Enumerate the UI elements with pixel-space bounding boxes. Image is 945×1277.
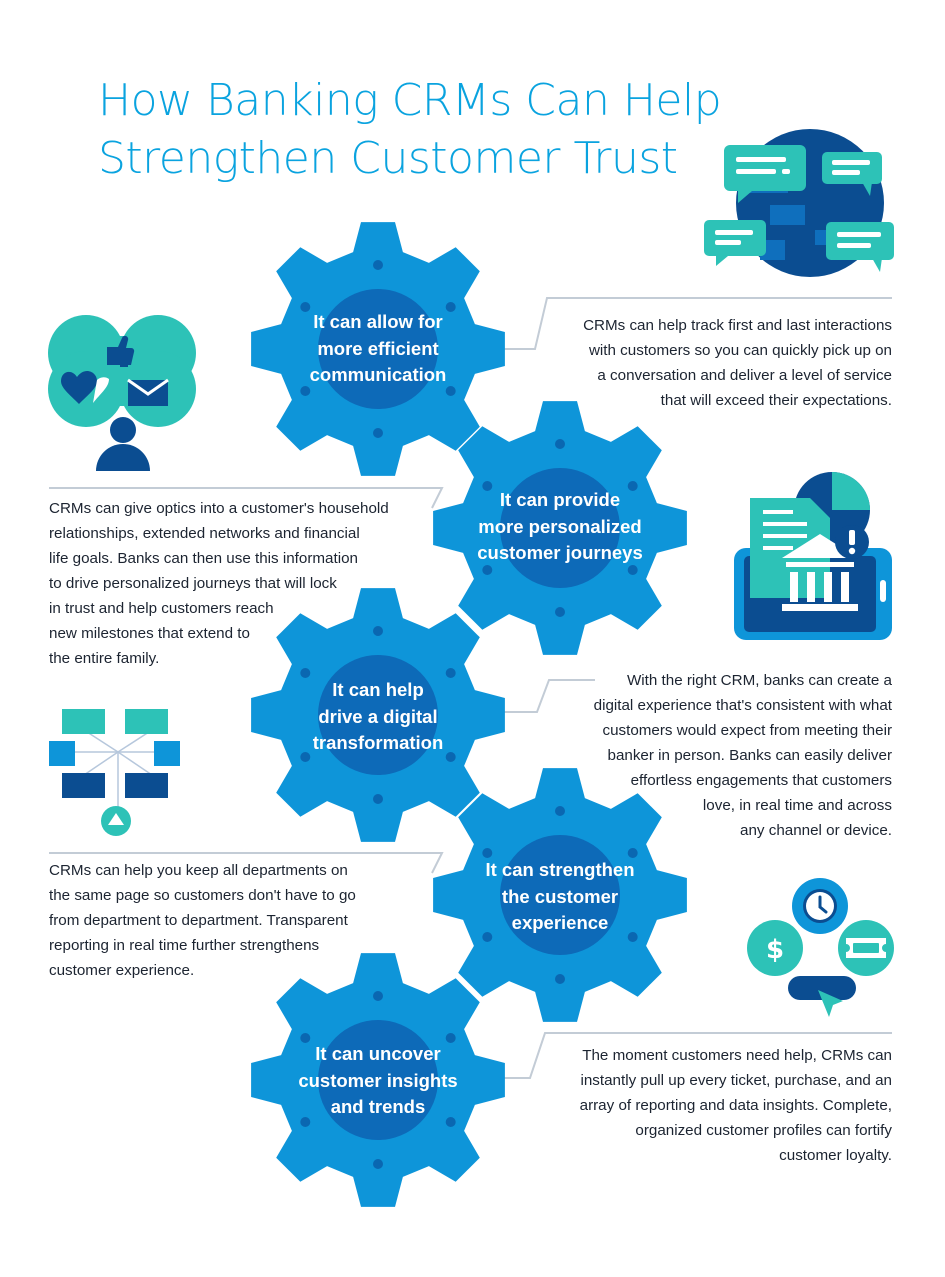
gear-label-digital-transformation: It can help drive a digital transformation — [312, 679, 444, 753]
description-insights-trends: The moment customers need help, CRMs can instantly pull up every ticket, purchase, and an array of reporting and data insights. Complete, organized customer profiles can fortify customer loyalty. — [579, 1047, 892, 1164]
description-customer-experience: CRMs can help you keep all departments on the same page so customers don't have to go from department to department. Transparent reporting in real time further strengthens customer experience. — [49, 862, 356, 979]
chat-bubbles-globe-icon — [704, 129, 894, 277]
clock-money-ticket-icon — [747, 878, 894, 1017]
gear-label-personalized-journeys: It can provide more personalized customer journeys — [477, 489, 643, 563]
gear-label-customer-experience: It can strengthen the customer experience — [485, 859, 635, 933]
description-personalized-journeys: CRMs can give optics into a customer's household relationships, extended networks and financial life goals. Banks can then use this information to drive personalized journeys that will lock in trust and help customers reach new milestones that extend to the entire family. — [49, 500, 389, 667]
title-line-2: Strengthen Customer Trust — [98, 133, 678, 184]
svg-text:$: $ — [765, 935, 785, 965]
gear-label-communication: It can allow for more efficient communication — [309, 311, 447, 385]
mobile-bank-icon — [734, 472, 892, 640]
title-line-1: How Banking CRMs Can Help — [98, 75, 722, 126]
customer-feedback-icon — [48, 315, 196, 471]
page-title — [98, 72, 721, 188]
org-chart-icon — [49, 709, 180, 836]
gear-label-insights-trends: It can uncover customer insights and trends — [298, 1043, 458, 1117]
description-communication: CRMs can help track first and last interactions with customers so you can quickly pick up on a conversation and deliver a level of service that will exceed their expectations. — [583, 317, 892, 409]
description-digital-transformation: With the right CRM, banks can create a digital experience that's consistent with what customers would expect from meeting their banker in person. Banks can easily deliver effortless engagements that customers love, in real time and across any channel or device. — [593, 672, 892, 839]
